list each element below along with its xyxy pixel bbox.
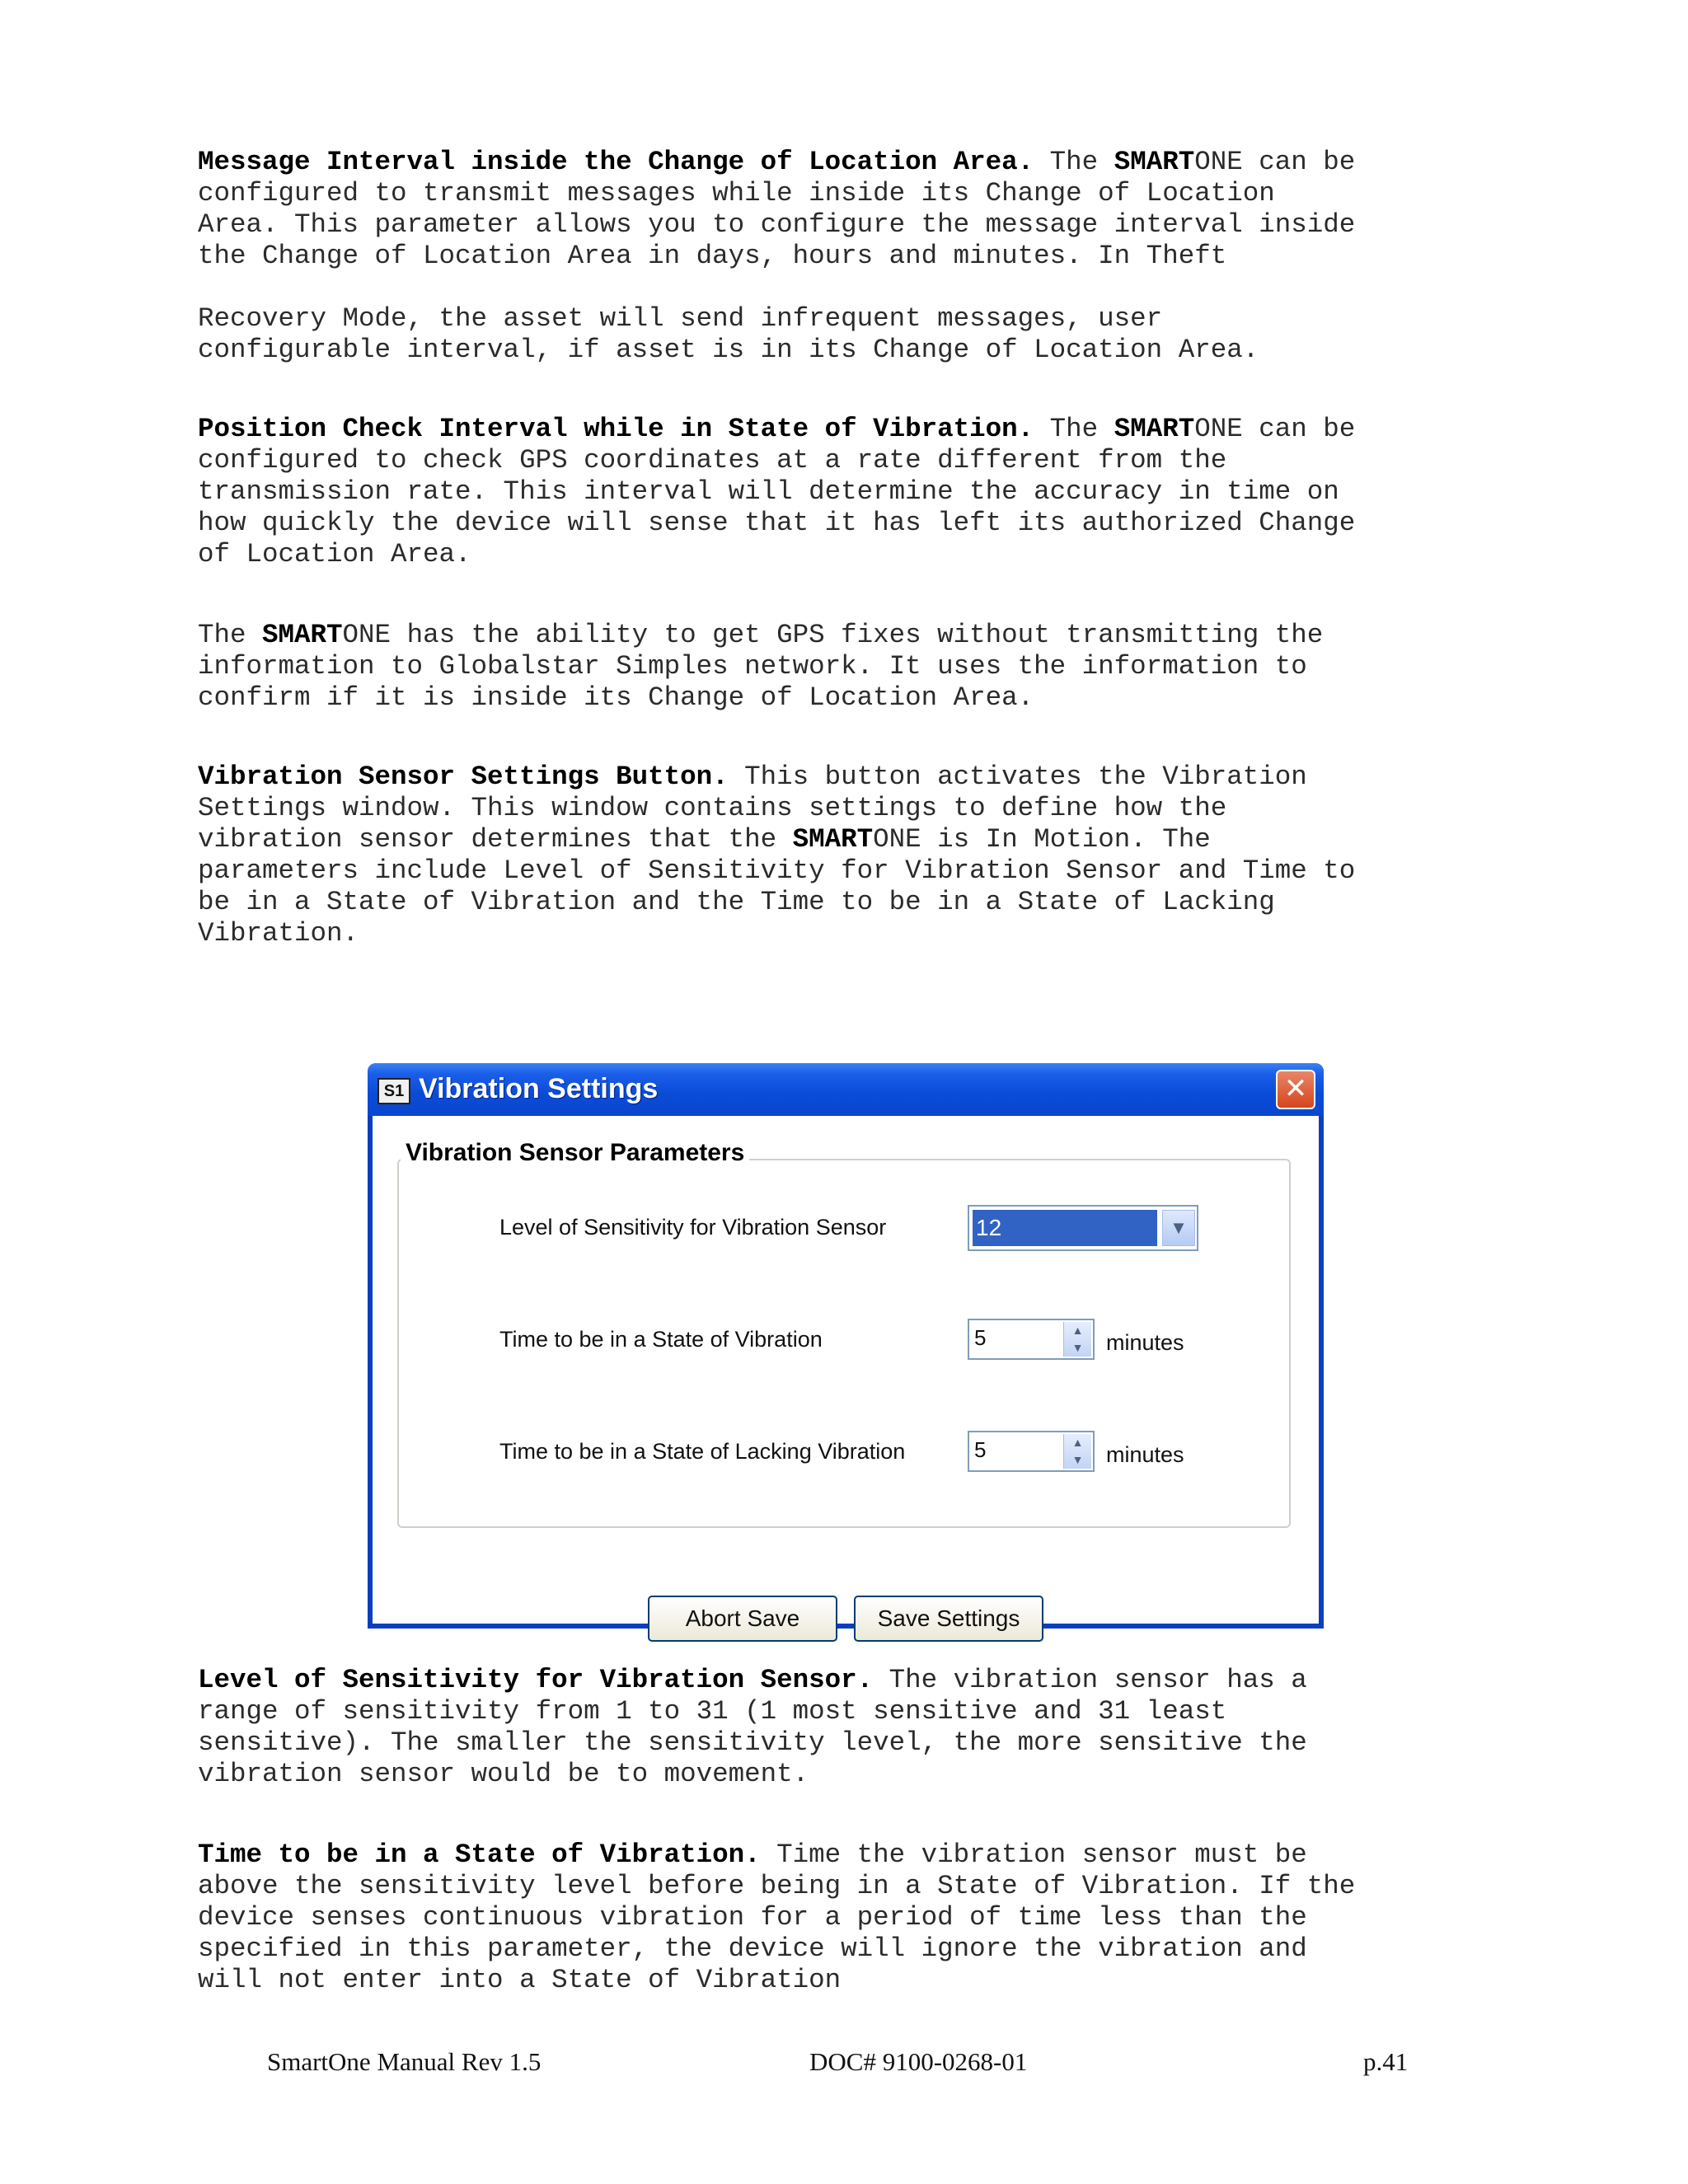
- paragraph-sensitivity-level: Level of Sensitivity for Vibration Sensor. The vibration sensor has a range of sensitivity from 1 to 31 (1 most sensitive and 31 least sensitive). The smaller the sensitivity level, the more sensitive the vibration sensor would be to movement.: [198, 1665, 1307, 1789]
- vibration-unit-label: minutes: [1106, 1330, 1184, 1355]
- footer-page-number: p.41: [1363, 2047, 1409, 2076]
- lacking-vibration-value: 5: [974, 1437, 987, 1462]
- chevron-down-icon[interactable]: ▼: [1162, 1210, 1195, 1246]
- arrow-up-icon[interactable]: ▲: [1071, 1436, 1084, 1449]
- vibration-time-spinner[interactable]: [968, 1319, 1095, 1360]
- vibration-settings-dialog: [368, 1063, 1324, 1629]
- heading: Position Check Interval while in State of Vibration.: [198, 414, 1034, 444]
- heading: Level of Sensitivity for Vibration Sensor.: [198, 1665, 874, 1695]
- spin-buttons: [1063, 1434, 1091, 1469]
- heading: Message Interval inside the Change of Location Area.: [198, 147, 1034, 177]
- sensitivity-dropdown[interactable]: [968, 1205, 1198, 1251]
- sensitivity-value: 12: [973, 1210, 1157, 1246]
- lacking-unit-label: minutes: [1106, 1442, 1184, 1467]
- vibration-time-value: 5: [974, 1325, 987, 1350]
- paragraph-gps-fixes: The SMARTONE has the ability to get GPS fixes without transmitting the information to Globalstar Simples network. It uses the information to confirm if it is inside its Change of Location Area.: [198, 620, 1324, 713]
- paragraph-message-interval: Message Interval inside the Change of Location Area. The SMARTONE can be configured to transmit messages while inside its Change of Location Area. This parameter allows you to configure the message interval inside the Change of Location Area in days, hours and minutes. In Theft: [198, 147, 1356, 271]
- paragraph-state-of-vibration: Time to be in a State of Vibration. Time the vibration sensor must be above the sensitivity level before being in a State of Vibration. If the device senses continuous vibration for a period of time less than the specified in this parameter, the device will ignore the vibration and will not enter into a State of Vibration: [198, 1840, 1356, 1995]
- app-icon: S1: [377, 1078, 410, 1104]
- dialog-title: Vibration Settings: [419, 1073, 659, 1104]
- title-bar[interactable]: [368, 1063, 1324, 1116]
- heading: Time to be in a State of Vibration.: [198, 1840, 761, 1870]
- lacking-vibration-spinner[interactable]: [968, 1431, 1095, 1472]
- save-settings-button[interactable]: Save Settings: [854, 1596, 1043, 1642]
- vibration-time-label: Time to be in a State of Vibration: [499, 1327, 823, 1352]
- arrow-down-icon[interactable]: ▼: [1071, 1453, 1084, 1466]
- sensitivity-label: Level of Sensitivity for Vibration Sensor: [499, 1215, 887, 1240]
- spin-buttons: [1063, 1322, 1091, 1357]
- close-icon[interactable]: ✕: [1276, 1070, 1315, 1109]
- arrow-down-icon[interactable]: ▼: [1071, 1341, 1084, 1354]
- dialog-body: [373, 1116, 1319, 1631]
- group-title: Vibration Sensor Parameters: [401, 1139, 749, 1167]
- lacking-vibration-label: Time to be in a State of Lacking Vibration: [499, 1439, 906, 1464]
- paragraph-vibration-button: Vibration Sensor Settings Button. This button activates the Vibration Settings window. This window contains settings to define how the vibration sensor determines that the SMARTONE is In Motion. The parameters include Level of Sensitivity for Vibration Sensor and Time to be in a State of Vibration and the Time to be in a State of Lacking Vibration.: [198, 762, 1356, 949]
- footer-doc-number: DOC# 9100-0268-01: [809, 2047, 1028, 2076]
- paragraph-position-check: Position Check Interval while in State of Vibration. The SMARTONE can be configured to check GPS coordinates at a rate different from the transmission rate. This interval will determine the accuracy in time on how quickly the device will sense that it has left its authorized Change of Location Area.: [198, 414, 1356, 569]
- arrow-up-icon[interactable]: ▲: [1071, 1324, 1084, 1337]
- footer-manual-rev: SmartOne Manual Rev 1.5: [267, 2047, 542, 2076]
- heading: Vibration Sensor Settings Button.: [198, 762, 729, 792]
- paragraph-recovery-mode: Recovery Mode, the asset will send infrequent messages, user configurable interval, if asset is in its Change of Location Area.: [198, 303, 1259, 365]
- abort-save-button[interactable]: Abort Save: [648, 1596, 837, 1642]
